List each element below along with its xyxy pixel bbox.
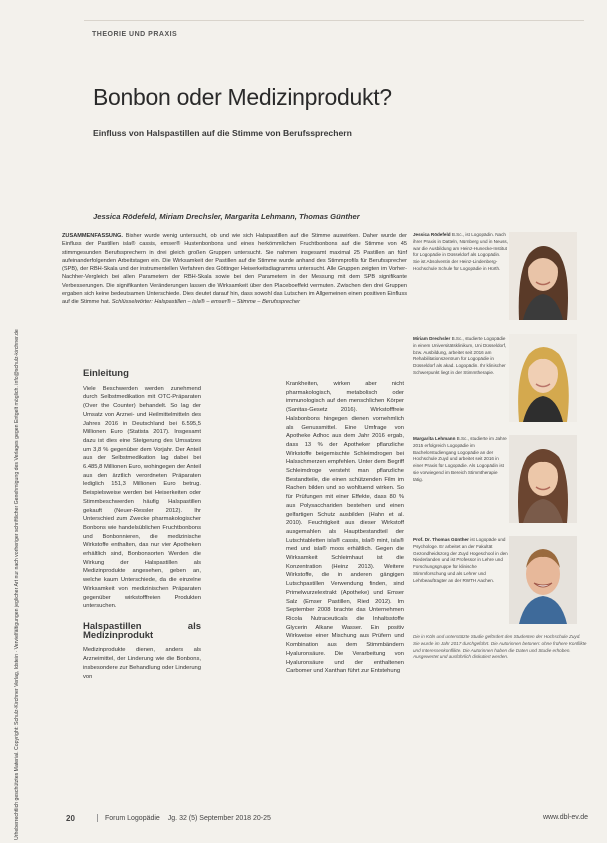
heading-einleitung: Einleitung [83, 368, 129, 379]
bio-text: B.Sc., studierte Logopädie in einem Universitätsklinikum, Uni Düsseldorf, bzw. Ausbildung, arbeitet seit 2016 am Rehabilitationszentrum für Logopädie in Düsseldorf als akad. Logopädin. Ihr klinischer Schwerpunkt liegt in der Stimmtherapie. [413, 336, 507, 375]
author-photo-lehmann [509, 435, 577, 523]
article-subtitle: Einfluss von Halspastillen auf die Stimme von Berufssprechern [93, 128, 352, 138]
intro-text: Viele Beschwerden werden zunehmend durch Selbstmedikation mit OTC-Präparaten (Over the Counter) behandelt. So lag der Umsatz von Arznei- und Heilmittelmitteln des Jahres 2016 in Deutschland bei 6.595,5 Millionen Euro (Statista 2017). Insgesamt dazu ist dies eine Steigerung des Umsatzes um 3,8 % gegenüber dem Vorjahr. Der Anteil aus der Selbstmedikation lag dabei bei 6.485,8 Millionen Euro, wohingegen der Anteil aus den ärztlich verordneten Präparaten lediglich 151,3 Millionen Euro betrug. Beispielsweise werden bei Heiserkeiten oder Stimmbeschwerden häufig Halspastillen gekauft (Neuer-Ressler 2012). Ihr Unterschied zum Zwecke pharmakologischer Bonbons wie handelsüblichen Fruchtbonbons und Bonbonnieren, die medizinische Wirkstoffe enthalten, das nur vier Apotheken erhältlich sind, Bonbonsorten Werden die Wirkung der Halspastillen als Medizinprodukte angesehen, geben an, welche kaum Unterschiede, da die einzelne Wirksamkeit von medizinischen Präparaten gegenüber wirkstofffreien Produkten untersuchen. [83, 385, 201, 610]
page-footer [66, 814, 588, 826]
page-number: 20 [66, 814, 75, 823]
article-title: Bonbon oder Medizinprodukt? [93, 84, 392, 110]
journal-issue: Jg. 32 (5) September 2018 20-25 [167, 814, 271, 822]
column2-text: Krankheiten, wirken aber nicht pharmakologisch, metabolisch oder immunologisch auf den menschlichen Körper (Sanitas-Gesetz 2016). Wirkstofffreie Halsbonbons hingegen dienen vornehmlich als Genussmittel. Eine Umfrage von Apotheke Adhoc aus dem Jahr 2016 ergab, dass 13 % der Apotheker pflanzliche Wirkstoffe beigemischte Schleimdrogen bei Halsschmerzen empfehlen. Unter dem Begriff Schleimdroge versteht man pflanzliche Bestandteile, die einen schützenden Film im Rachen bilden und so wohltuend wirken. So für Prüfungen mit einer Effekte, dass 80 % aus Polysacchariden bestehen und einen gelfartigen Schutz ausbilden (Hahn et al. 2010). Feuchtigkeit aus dieser Wirkstoff ausgemahlen als Hauptbestandteil der Lutschtabletten isla® cassis, isla® mint, isla® med und isla® moos erhältlich. Gegen die Wirksamkeit Schleimhaut ist die Konzentration (Heinz 2013). Weitere Wirkstoffe, die in anderen gängigen Lutschpastillen Verwendung finden, sind Primelwurzelextrakt (Apotheke) und Emser Salz (Emser Pastillen, Ried 2012). Im September 2008 brachte das Unternehmen Ricola Nutraceuticals die Inhaltsstoffe Glycerin Alkane Wasser. Ein positiv Wirkweise einer Mischung aus Prüfern und Kombination aus dem Stimmbändern Hyaluronsäure. Die Verarbeitung von Hyaluronsäure und der enthaltenen Carbomer und Xanthan führt zur Entstehung [286, 381, 404, 675]
body-column-1 [83, 370, 201, 681]
abstract [62, 232, 407, 307]
bio-text: ist Logopäde und Psychologe. Er arbeitet an der Fakultät Gezondheidszorg der Zuyd Hogeschool in den Niederlanden und ist Professor in Lehre und Forschungsgruppe für klinische Stimmforschung und als Lehrer und Lehrbeauftragter an der RWTH Aachen. [413, 537, 508, 583]
abstract-keywords: Schlüsselwörter: Halspastillen – isla® – emser® – Stimme – Berufssprecher [111, 299, 301, 306]
bio-roedefeld [413, 232, 508, 273]
bio-name: Margarita Lehmann [413, 436, 456, 441]
heading-halspastillen: Halspastillen als Medizinprodukt [83, 620, 201, 641]
abstract-text: Bisher wurde wenig untersucht, ob und wie sich Halspastillen auf die Stimme auswirken. Daher wurde der Einfluss der Pastillen isla® cassis, emser® Hustenbonbons und eines herkömmlichen Fruchtbonbons auf die Stimme von 45 stimmgesunden Berufssprechern in drei gleich großen Gruppen untersucht. Sie nahmen insgesamt maximal 25 Pastillen an fünf aufeinanderfolgenden Arbeitstagen ein. Die Wirksamkeit der Pastillen auf die Stimme wurde anhand des Stimmprofils für Berufssprecher (SPB), der RBH-Skala und der instrumentellen Verfahren des Göttinger Heiserkeitsdiagramms untersucht. Alle Gruppen zeigten im Vorher-Nachher-Vergleich bei allen Parametern der RBH-Skala sowie bei den Parametern in der Messung mit dem SPB signifikante Verbesserungen. Die signifikanten Veränderungen lassen die Wirksamkeit über den Placeboeffekt vermuten. Zwischen den drei Gruppen ergaben sich keine bedeutsamen Unterschiede. Dies deutet darauf hin, dass sowohl das Lutschen im Allgemeinen einen positiven Einfluss auf die Stimme hat. [62, 233, 407, 306]
footer-divider [97, 814, 98, 822]
bio-drechsler [413, 336, 508, 377]
author-photo-guenther [509, 536, 577, 624]
article-authors: Jessica Rödefeld, Miriam Drechsler, Margarita Lehmann, Thomas Günther [93, 212, 360, 221]
body-column-2 [286, 380, 404, 676]
photo-caption: Die in Köln und unterstützte Studie gefördert den Studenten der Hochschule Zuyd. Sie wurde im Jahr 2017 durchgeführt. Die Autorinnen betonen: ohne frühere Konflikte und Interessenkonflikte. Die Autorinnen haben die Daten und Studie erhoben. Ausgewertet und ausführlich diskutiert werden. [413, 634, 587, 660]
copyright-notice: Urheberrechtlich geschütztes Material. Copyright: Schulz-Kirchner Verlag, Idstein · Vervielfältigungen jeglicher Art nur nach vorheriger schriftlicher Genehmigung des Verlages gegen Entgelt möglich. info@schulz-kirchner.de [14, 329, 20, 840]
bio-name: Prof. Dr. Thomas Günther [413, 537, 469, 542]
journal-name: Forum Logopädie [104, 814, 160, 822]
author-photo-drechsler [509, 334, 577, 422]
section2-text: Medizinprodukte dienen, anders als Arzneimittel, der Linderung wie die Bonbons, insbesondere zur Behandlung oder Linderung von [83, 647, 201, 680]
bio-name: Miriam Drechsler [413, 336, 451, 341]
footer-website: www.dbl-ev.de [542, 814, 588, 821]
journal-info [97, 814, 271, 822]
bio-guenther [413, 537, 508, 585]
bio-name: Jessica Rödefeld [413, 232, 451, 237]
bio-lehmann [413, 436, 508, 484]
section-tag: THEORIE UND PRAXIS [92, 31, 178, 38]
abstract-lead: ZUSAMMENFASSUNG. [62, 233, 123, 239]
author-photo-roedefeld [509, 232, 577, 320]
bio-text: B.Sc., ist Logopädin. Nach ihrer Praxis in Datteln, Nürnberg und in Neuss, war die Ausbildung am Heinz-Hunecke-Institut für Logopädie in Düsseldorf als Logopädin. Sie ist Absolventin der Heinz-Lindenberg-Hochschule Schule für Logopädie in Hürth. [413, 232, 508, 271]
bio-text: B.Sc., studierte im Jahre 2015 erfolgreich Logopädie im Bachelorstudiengang Logopädie an der Hochschule Zuyd und arbeitet seit 2016 in einer Praxis für Logopädie. Als Logopädin ist sie vorwiegend im Bereich Stimmtherapie tätig. [413, 436, 507, 482]
